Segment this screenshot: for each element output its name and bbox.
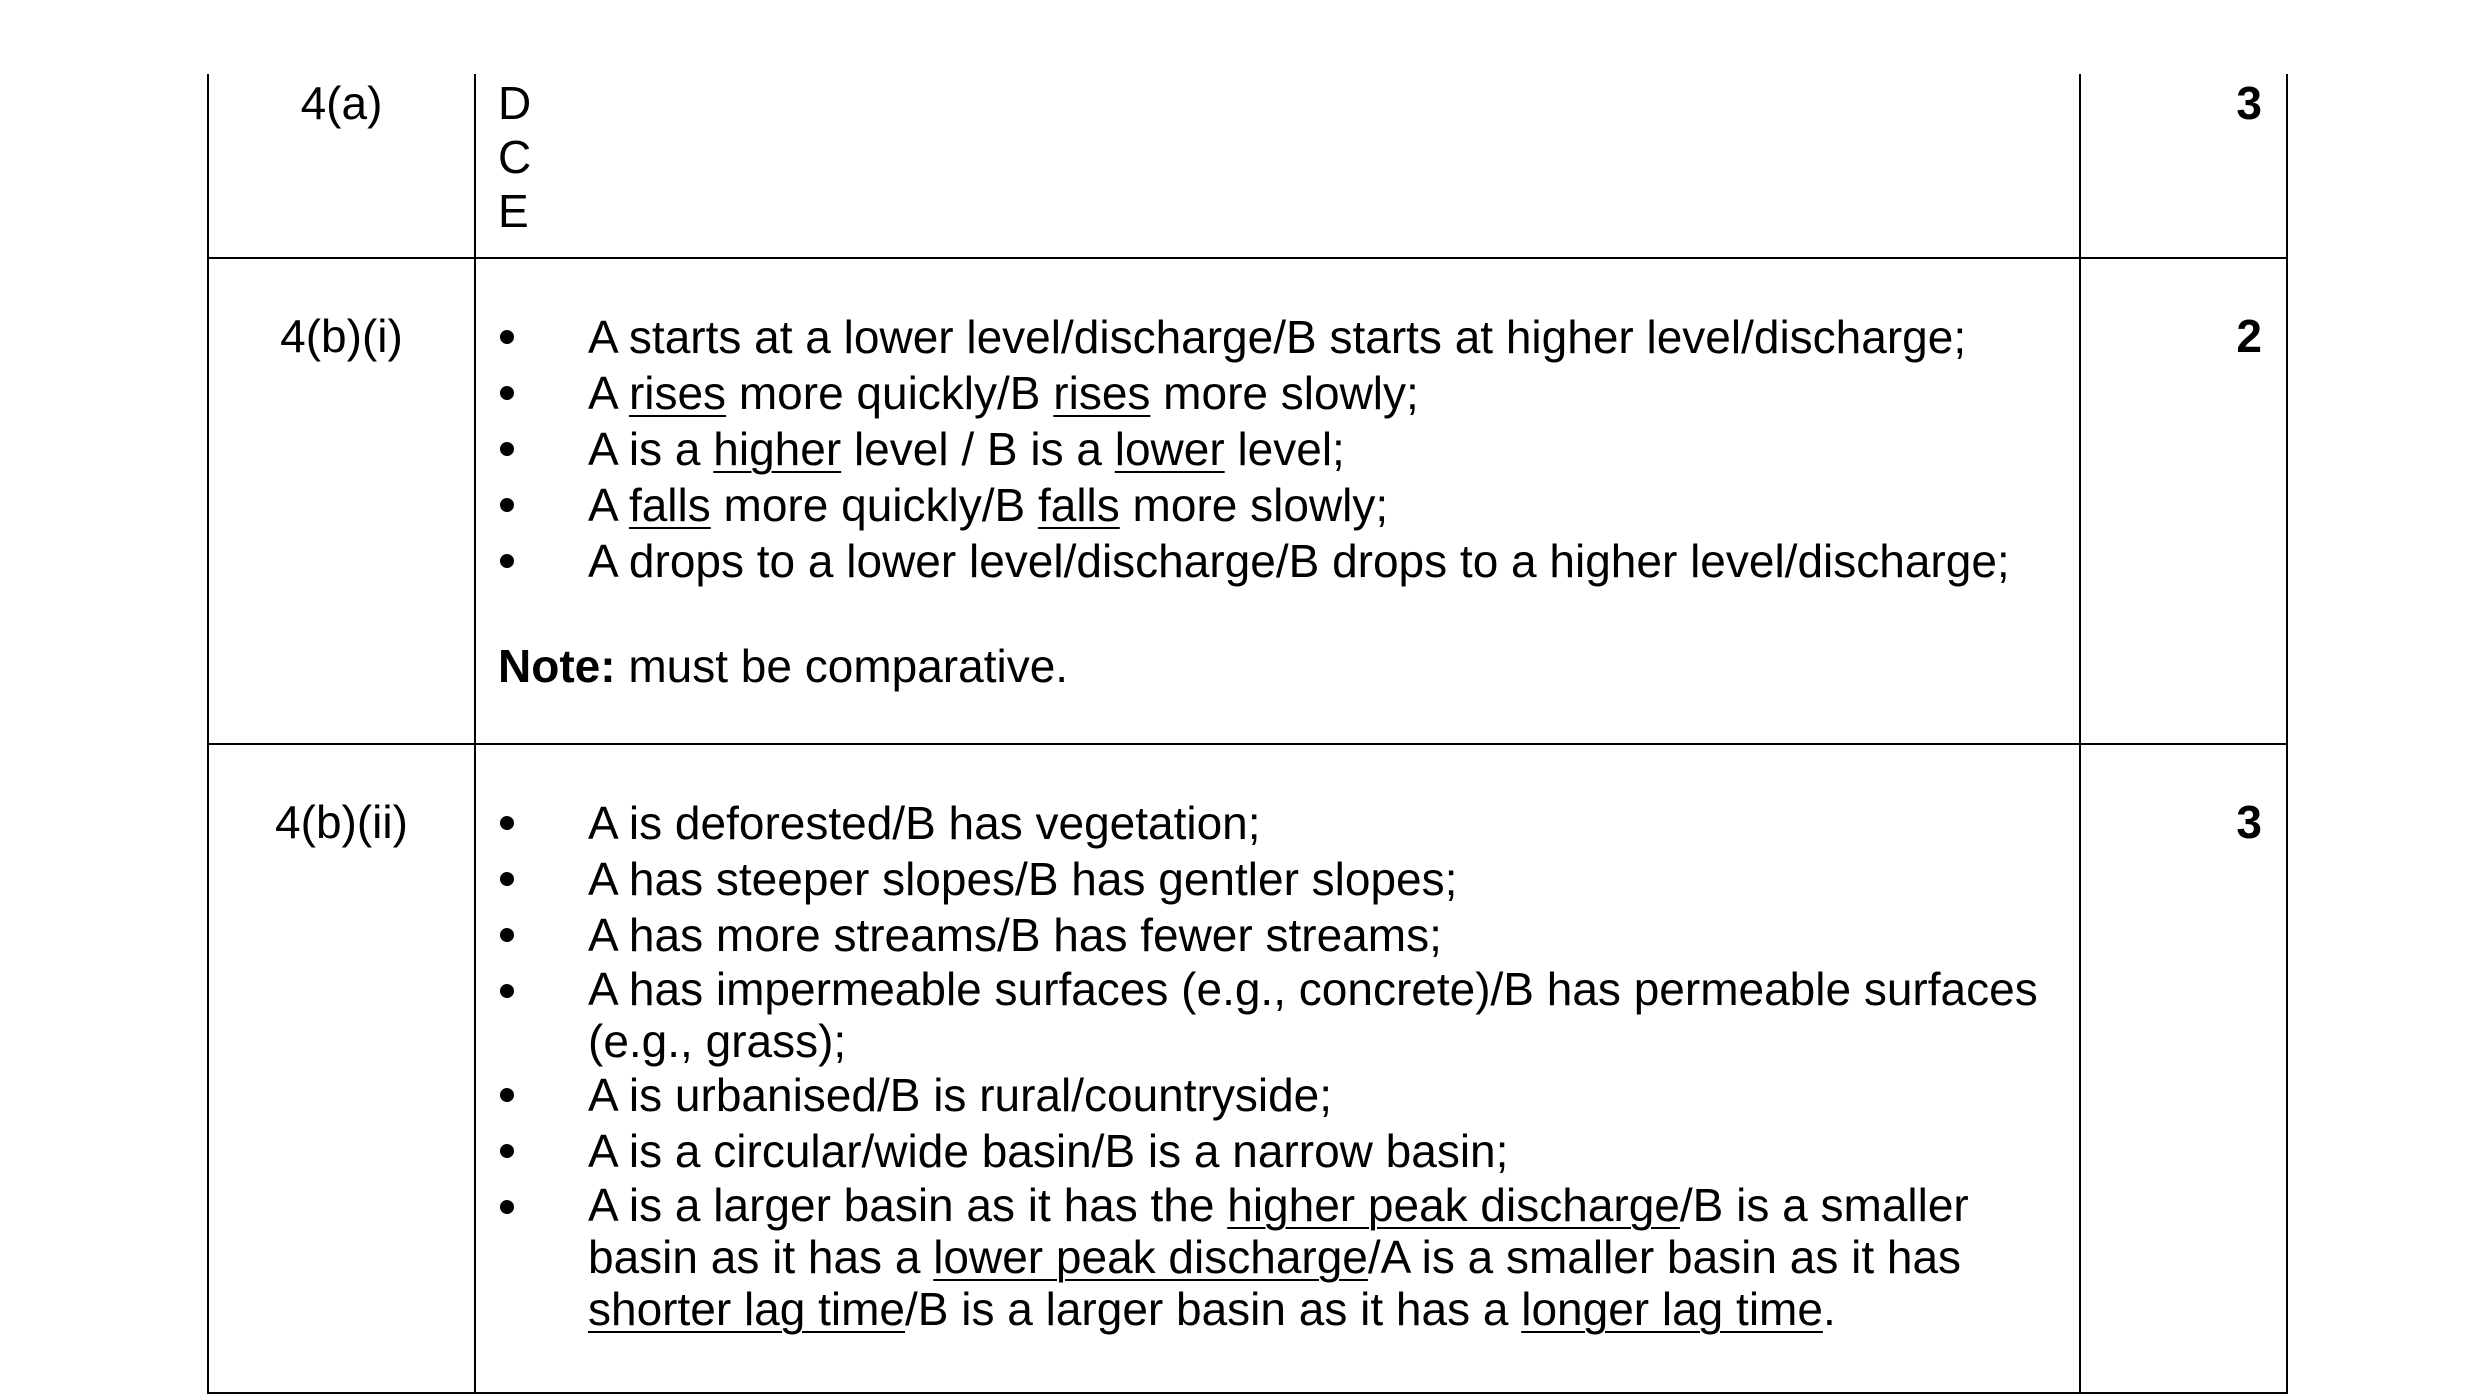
underlined-text: falls [1037,479,1120,531]
marks-value: 3 [2080,744,2287,1393]
marks-value: 3 [2080,74,2287,258]
bullet-text: level / B is a [841,423,1115,475]
bullet-text: /A is a smaller basin as it has [1367,1231,1962,1283]
underlined-text: longer lag time [1521,1283,1823,1335]
bullet-text: A is a [588,423,714,475]
question-number: 4(b)(ii) [208,744,475,1393]
underlined-text: lower [1114,423,1225,475]
answer-letter: C [498,131,532,183]
answer-bullet-item [498,1179,2059,1335]
bullet-text: A [588,479,629,531]
underlined-text: rises [628,367,727,419]
underlined-text: higher [713,423,842,475]
bullet-text: /B is a larger basin as it has a [905,1283,1522,1335]
note-label: Note: [498,640,616,692]
marks-value: 2 [2080,258,2287,744]
bullet-text: more quickly/B [726,367,1054,419]
bullet-text: A is deforested/B has vegetation; [588,797,1261,849]
answer-bullet-item [498,421,2059,477]
answer-bullet-item [498,309,2059,365]
bullet-text: A is a larger basin as it has the [588,1179,1228,1231]
mark-scheme-table [207,74,2288,1394]
answer-bullet-item [498,963,2059,1067]
bullet-text: more slowly; [1150,367,1419,419]
answer-letter: E [498,185,529,237]
answer-bullet-item [498,907,2059,963]
underlined-text: falls [628,479,711,531]
bullet-text: A is urbanised/B is rural/countryside; [588,1069,1333,1121]
answer-bullet-item [498,851,2059,907]
answer-bullet-list [498,309,2059,589]
bullet-text: A drops to a lower level/discharge/B drops to a higher level/discharge; [588,535,2010,587]
answer-bullet-list [498,795,2059,1335]
bullet-text: . [1822,1283,1836,1335]
note-text: must be comparative. [615,640,1069,692]
note [498,639,2059,694]
bullet-text: A has more streams/B has fewer streams; [588,909,1442,961]
bullet-text: A has impermeable surfaces (e.g., concrete)/B has permeable surfaces (e.g., grass); [588,963,2038,1067]
answer-bullet-item [498,365,2059,421]
underlined-text: rises [1053,367,1151,419]
table-row-4a [208,74,2287,258]
bullet-text: A starts at a lower level/discharge/B starts at higher level/discharge; [588,311,1967,363]
bullet-text: more slowly; [1119,479,1389,531]
answer-cell [475,258,2080,744]
answer-bullet-item [498,533,2059,589]
table-row-4bi [208,258,2287,744]
question-number: 4(b)(i) [208,258,475,744]
bullet-text: A is a circular/wide basin/B is a narrow basin; [588,1125,1509,1177]
bullet-text: more quickly/B [710,479,1038,531]
answer-bullet-item [498,795,2059,851]
answer-bullet-item [498,477,2059,533]
answer-cell [475,74,2080,258]
answer-bullet-item [498,1067,2059,1123]
answer-bullet-item [498,1123,2059,1179]
bullet-text: /B is a smaller basin as it has a [588,1179,1969,1283]
answer-letter: D [498,77,532,129]
bullet-text: level; [1224,423,1345,475]
answer-cell [475,744,2080,1393]
underlined-text: lower peak discharge [933,1231,1368,1283]
underlined-text: higher peak discharge [1227,1179,1680,1231]
question-number: 4(a) [208,74,475,258]
underlined-text: shorter lag time [588,1283,906,1335]
table-row-4bii [208,744,2287,1393]
bullet-text: A has steeper slopes/B has gentler slopes; [588,853,1458,905]
bullet-text: A [588,367,629,419]
